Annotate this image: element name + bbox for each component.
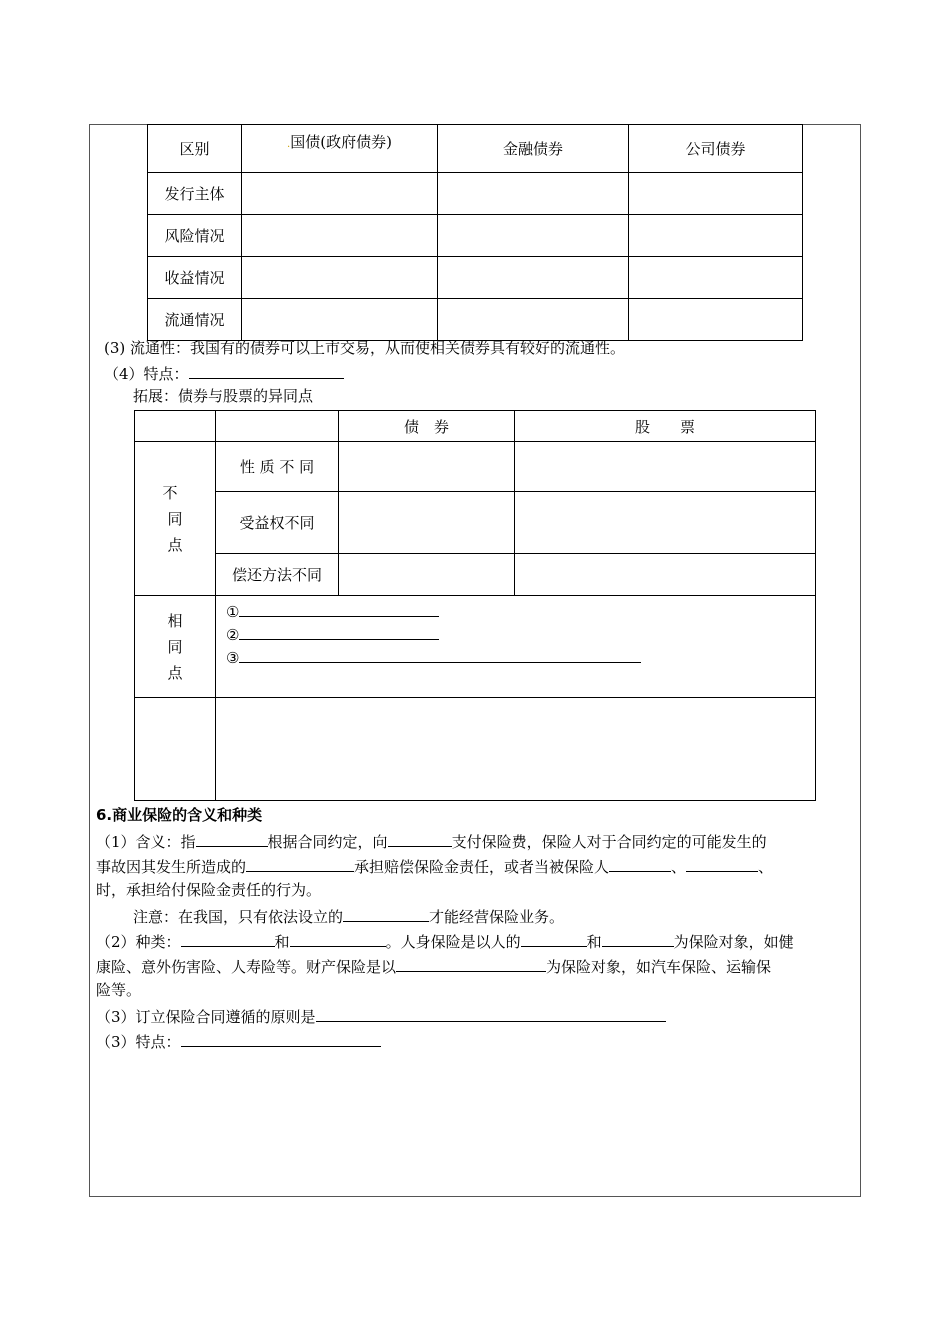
header-cell: 金融债券 xyxy=(438,125,629,173)
answer-blank[interactable] xyxy=(602,930,674,947)
answer-blank[interactable] xyxy=(189,362,344,379)
answer-blank[interactable] xyxy=(239,623,439,640)
bond-comparison-table xyxy=(147,124,803,341)
row-label: 收益情况 xyxy=(148,257,242,299)
same-items: ① ② ③ xyxy=(216,596,816,698)
answer-blank[interactable] xyxy=(396,955,546,972)
diff-row-label: 受益权不同 xyxy=(216,492,339,554)
header-cell: .国债(政府债券) xyxy=(242,125,438,173)
answer-blank[interactable] xyxy=(181,930,275,947)
note-line: 注意：在我国，只有依法设立的 才能经营保险业务。 xyxy=(133,905,564,927)
same-label: 相 同 点 xyxy=(135,596,216,698)
header-cell: 公司债券 xyxy=(629,125,803,173)
answer-blank[interactable] xyxy=(181,1030,381,1047)
meaning-line-1: （1）含义：指 根据合同约定，向 支付保险费，保险人对于合同约定的可能发生的 xyxy=(96,830,767,852)
principle-line: （3）订立保险合同遵循的原则是 xyxy=(96,1005,666,1027)
answer-blank[interactable] xyxy=(239,600,439,617)
col-stock: 股 票 xyxy=(515,411,816,442)
answer-blank[interactable] xyxy=(609,855,671,872)
answer-blank[interactable] xyxy=(246,855,354,872)
answer-blank[interactable] xyxy=(343,905,429,922)
answer-blank[interactable] xyxy=(521,930,587,947)
types-line-3: 险等。 xyxy=(96,981,142,999)
row-label: 流通情况 xyxy=(148,299,242,341)
feature4-line: （4）特点： xyxy=(104,362,344,384)
meaning-line-2: 事故因其发生所造成的 承担赔偿保险金责任，或者当被保险人 、 、 xyxy=(96,855,773,877)
diff-label: 不 同 点 xyxy=(135,442,216,596)
answer-blank[interactable] xyxy=(239,646,641,663)
liquidity-text: (3) 流通性：我国有的债券可以上市交易，从而使相关债券具有较好的流通性。 xyxy=(104,339,626,357)
header-cell: 区别 xyxy=(148,125,242,173)
types-line-1: （2）种类： 和 。人身保险是以人的 和 为保险对象，如健 xyxy=(96,930,794,952)
row-label: 风险情况 xyxy=(148,215,242,257)
answer-blank[interactable] xyxy=(388,830,452,847)
answer-blank[interactable] xyxy=(196,830,268,847)
answer-blank[interactable] xyxy=(686,855,758,872)
col-bond: 债 券 xyxy=(339,411,515,442)
diff-row-label: 偿还方法不同 xyxy=(216,554,339,596)
marker-dot: . xyxy=(287,139,291,150)
diff-row-label: 性 质 不 同 xyxy=(216,442,339,492)
meaning-line-3: 时，承担给付保险金责任的行为。 xyxy=(96,881,322,899)
types-line-2: 康险、意外伤害险、人寿险等。财产保险是以 为保险对象，如汽车保险、运输保 xyxy=(96,955,771,977)
bond-stock-table xyxy=(134,410,816,801)
row-label: 发行主体 xyxy=(148,173,242,215)
feature-line: （3）特点： xyxy=(96,1030,381,1052)
expand-text: 拓展：债券与股票的异同点 xyxy=(133,387,314,405)
section-title: 6.商业保险的含义和种类 xyxy=(96,806,263,824)
answer-blank[interactable] xyxy=(290,930,386,947)
answer-blank[interactable] xyxy=(316,1005,666,1022)
